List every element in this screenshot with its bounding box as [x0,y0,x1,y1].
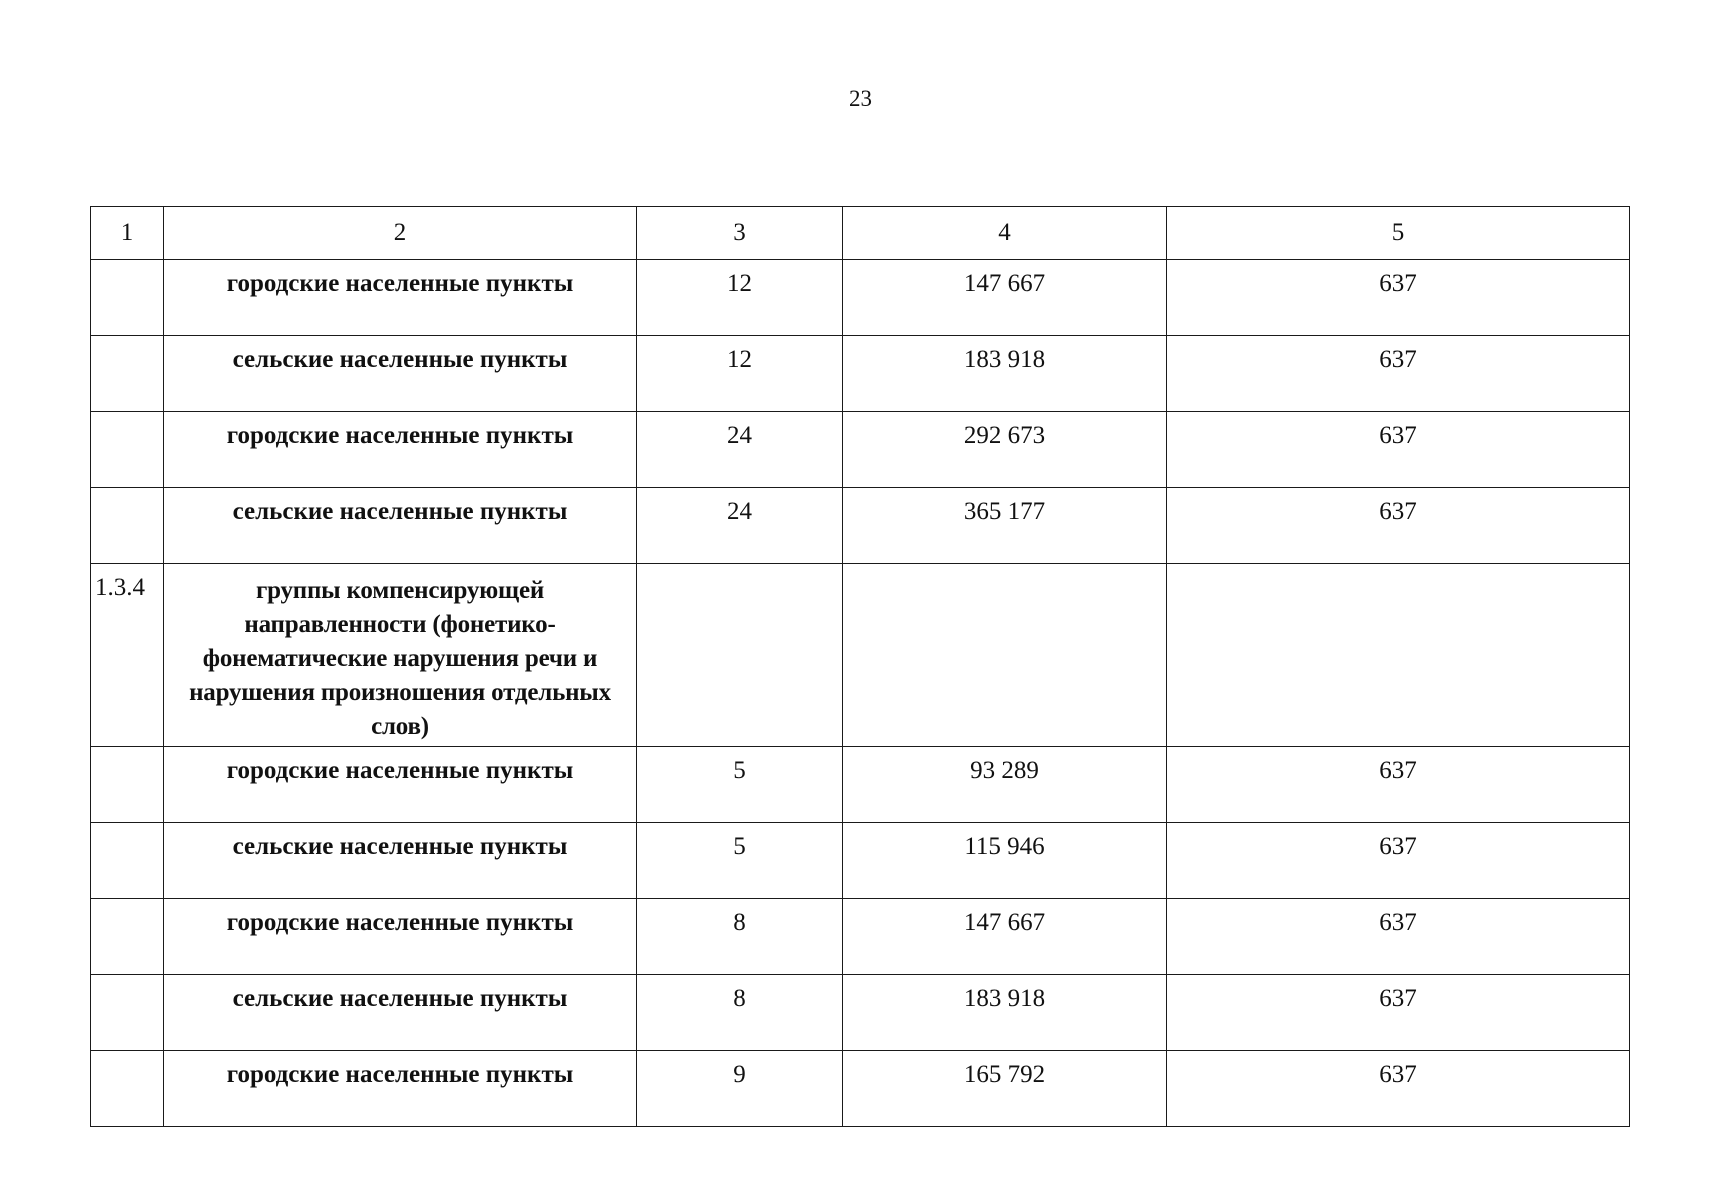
row-code [91,336,164,412]
row-col4: 115 946 [843,823,1167,899]
row-name: группы компенсирующей направленности (фонетико-фонематические нарушения речи и нарушения произношения отдельных слов) [164,564,637,747]
row-col3: 9 [637,1051,843,1127]
row-name: городские населенные пункты [164,899,637,975]
header-col-4: 4 [843,207,1167,260]
row-code: 1.3.4 [91,564,164,747]
header-col-2: 2 [164,207,637,260]
data-table [90,206,1630,1127]
row-code [91,1051,164,1127]
row-col4: 292 673 [843,412,1167,488]
row-col5: 637 [1167,899,1630,975]
row-col4: 147 667 [843,260,1167,336]
table-row [91,899,1630,975]
row-col5: 637 [1167,260,1630,336]
row-col5: 637 [1167,747,1630,823]
row-code [91,899,164,975]
table-row [91,488,1630,564]
table-header-row [91,207,1630,260]
row-col3: 5 [637,823,843,899]
row-col5: 637 [1167,1051,1630,1127]
row-name: сельские населенные пункты [164,336,637,412]
table-row [91,747,1630,823]
row-col3: 8 [637,975,843,1051]
row-col4: 147 667 [843,899,1167,975]
table-row-section [91,564,1630,747]
row-name: сельские населенные пункты [164,488,637,564]
table-row [91,260,1630,336]
row-code [91,747,164,823]
row-code [91,975,164,1051]
table-row [91,823,1630,899]
row-col4 [843,564,1167,747]
row-col3: 5 [637,747,843,823]
row-col5 [1167,564,1630,747]
row-code [91,488,164,564]
row-name: сельские населенные пункты [164,823,637,899]
row-col3: 8 [637,899,843,975]
row-name: городские населенные пункты [164,412,637,488]
row-col4: 165 792 [843,1051,1167,1127]
row-col4: 93 289 [843,747,1167,823]
row-col3: 12 [637,336,843,412]
header-col-5: 5 [1167,207,1630,260]
row-code [91,260,164,336]
header-col-3: 3 [637,207,843,260]
row-col4: 183 918 [843,975,1167,1051]
row-col5: 637 [1167,488,1630,564]
table-row [91,975,1630,1051]
row-name: городские населенные пункты [164,747,637,823]
row-col5: 637 [1167,975,1630,1051]
page-number: 23 [849,86,872,111]
header-col-1: 1 [91,207,164,260]
row-col4: 183 918 [843,336,1167,412]
row-col3: 24 [637,488,843,564]
row-col3 [637,564,843,747]
row-col5: 637 [1167,823,1630,899]
row-col5: 637 [1167,336,1630,412]
row-name: городские населенные пункты [164,260,637,336]
row-code [91,412,164,488]
row-col3: 12 [637,260,843,336]
table-row [91,412,1630,488]
row-col4: 365 177 [843,488,1167,564]
row-name: сельские населенные пункты [164,975,637,1051]
row-name: городские населенные пункты [164,1051,637,1127]
table-row [91,336,1630,412]
row-col5: 637 [1167,412,1630,488]
row-code [91,823,164,899]
row-col3: 24 [637,412,843,488]
table-row [91,1051,1630,1127]
